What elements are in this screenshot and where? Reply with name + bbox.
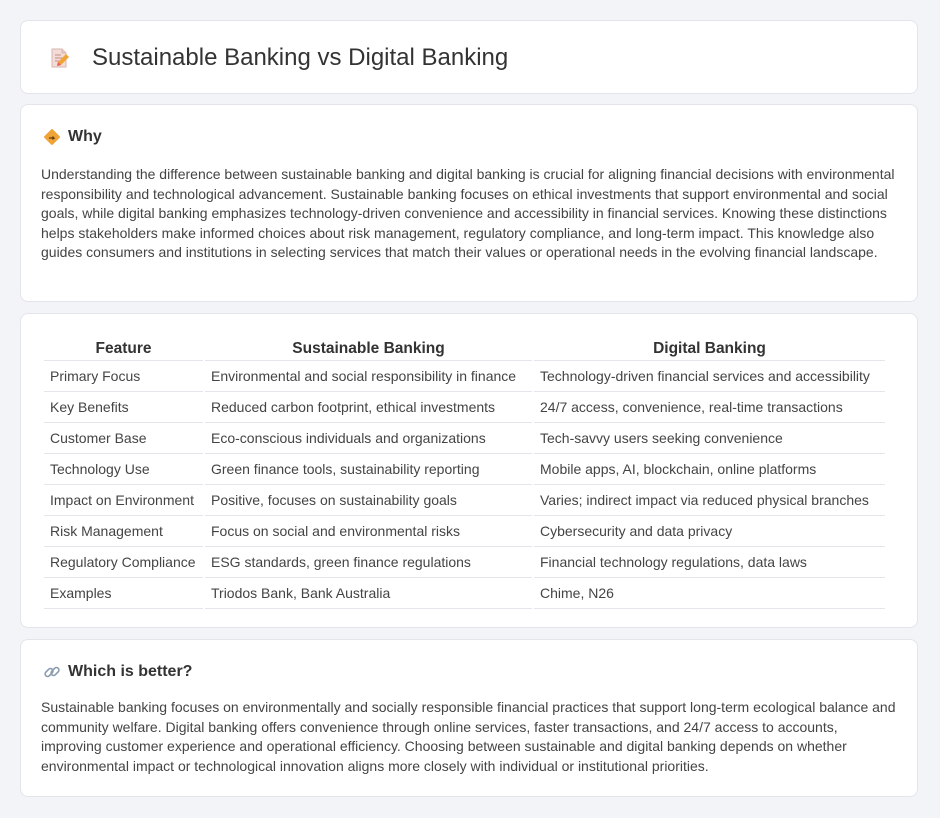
link-icon [43,663,61,681]
table-row [44,547,885,578]
table-cell: Environmental and social responsibility in finance [205,361,532,392]
table-cell: Varies; indirect impact via reduced physical branches [534,485,885,516]
table-cell: Customer Base [44,423,203,454]
better-title: Which is better? [68,663,193,680]
table-cell: Examples [44,578,203,609]
table-cell: Positive, focuses on sustainability goals [205,485,532,516]
table-cell: Technology-driven financial services and accessibility [534,361,885,392]
table-cell: Mobile apps, AI, blockchain, online platforms [534,454,885,485]
document-pencil-icon [47,46,71,70]
which-is-better-section [20,639,918,797]
comparison-table-card [20,313,918,628]
table-cell: Financial technology regulations, data laws [534,547,885,578]
table-cell: Reduced carbon footprint, ethical investments [205,392,532,423]
column-header: Feature [44,335,203,361]
table-cell: 24/7 access, convenience, real-time transactions [534,392,885,423]
table-row [44,392,885,423]
header-card [20,20,918,94]
column-header: Sustainable Banking [205,335,532,361]
diamond-sign-icon [43,128,61,146]
table-row [44,361,885,392]
table-row [44,578,885,609]
table-cell: Risk Management [44,516,203,547]
table-cell: Tech-savvy users seeking convenience [534,423,885,454]
better-heading [43,662,192,682]
why-section [20,104,918,302]
table-cell: Chime, N26 [534,578,885,609]
table-cell: Focus on social and environmental risks [205,516,532,547]
table-row [44,516,885,547]
table-cell: Impact on Environment [44,485,203,516]
table-cell: Cybersecurity and data privacy [534,516,885,547]
column-header: Digital Banking [534,335,885,361]
table-header-row [44,335,885,361]
table-cell: Eco-conscious individuals and organizations [205,423,532,454]
why-body: Understanding the difference between sustainable banking and digital banking is crucial for aligning financial decisions with environmental responsibility and technological advancement. Sustainable banking focuses on ethical investments that support environmental and social goals, while digital banking emphasizes technology-driven convenience and accessibility in financial services. Knowing these distinctions helps stakeholders make informed choices about risk management, regulatory compliance, and long-term impact. This knowledge also guides consumers and institutions in selecting services that match their values or operational needs in the evolving financial landscape. [41,166,895,261]
table-cell: Primary Focus [44,361,203,392]
table-cell: Key Benefits [44,392,203,423]
table-cell: Regulatory Compliance [44,547,203,578]
table-cell: Technology Use [44,454,203,485]
table-row [44,485,885,516]
table-row [44,454,885,485]
table-cell: Green finance tools, sustainability reporting [205,454,532,485]
why-title: Why [68,128,102,145]
better-body: Sustainable banking focuses on environmentally and socially responsible financial practices that support long-term ecological balance and community welfare. Digital banking offers convenience through online services, faster transactions, and 24/7 access to accounts, improving customer experience and operational efficiency. Choosing between sustainable and digital banking depends on whether environmental impact or technological innovation aligns more closely with individual or institutional priorities. [41,699,896,774]
page-title: Sustainable Banking vs Digital Banking [92,44,509,71]
table-cell: Triodos Bank, Bank Australia [205,578,532,609]
comparison-table [42,335,887,609]
why-heading [43,127,102,147]
table-cell: ESG standards, green finance regulations [205,547,532,578]
table-row [44,423,885,454]
